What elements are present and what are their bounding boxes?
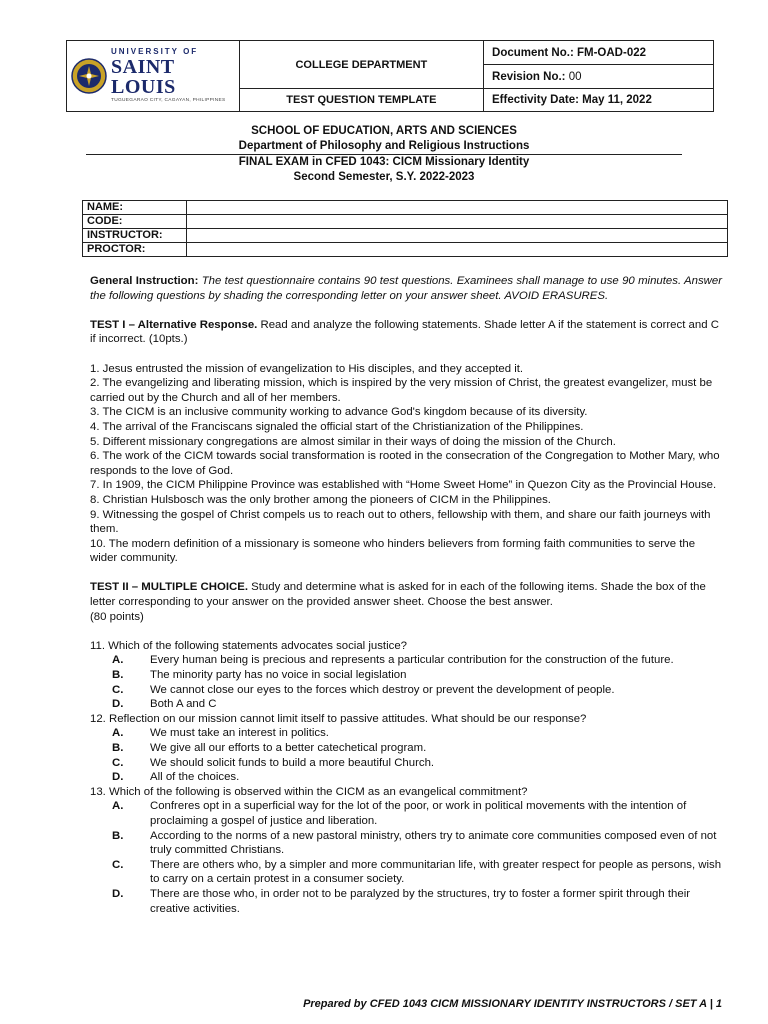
answer-option [90, 770, 722, 785]
test1-item: 4. The arrival of the Franciscans signaled the official start of the Christianization of the Philippines. [90, 420, 584, 433]
option-letter: A. [112, 800, 124, 813]
department-title: Department of Philosophy and Religious Instructions [238, 140, 530, 152]
proctor-label: PROCTOR: [83, 243, 187, 257]
answer-option [90, 683, 722, 698]
exam-title: FINAL EXAM in CFED 1043: CICM Missionary Identity [238, 156, 530, 168]
effectivity-value: May 11, 2022 [582, 94, 652, 106]
test2-heading: TEST II – MULTIPLE CHOICE. [90, 581, 248, 594]
code-field[interactable] [187, 215, 728, 229]
option-text: According to the norms of a new pastoral ministry, others try to animate core communities composed even of not truly committed Christians. [150, 829, 717, 857]
logo-sub-text: TUGUEGARAO CITY, CAGAYAN, PHILIPPINES [111, 98, 226, 104]
test2-question-list [90, 639, 722, 916]
answer-option [90, 741, 722, 756]
template-cell: TEST QUESTION TEMPLATE [239, 89, 483, 112]
test1-instruction [90, 318, 722, 347]
option-text: There are others who, by a simpler and more communitarian life, with greater respect for people as persons, wish to carry on a certain protest in a consumer society. [150, 858, 722, 886]
proctor-field[interactable] [187, 243, 728, 257]
revision-no-value: 00 [568, 70, 582, 83]
option-letter: A. [112, 727, 124, 740]
semester-title: Second Semester, S.Y. 2022-2023 [293, 171, 475, 183]
question-stem: 12. Reflection on our mission cannot limit itself to passive attitudes. What should be our response? [90, 712, 587, 725]
answer-option [90, 726, 722, 741]
option-letter: B. [112, 669, 124, 682]
logo-cell [67, 41, 240, 112]
instructor-label: INSTRUCTOR: [83, 229, 187, 243]
test1-instruction-text: Read and analyze the following statements. Shade letter A if the statement is correct and C if incorrect. (10pts.) [90, 318, 719, 346]
general-instruction [90, 274, 722, 303]
exam-body [90, 274, 722, 916]
name-label: NAME: [83, 201, 187, 215]
department-cell: COLLEGE DEPARTMENT [239, 41, 483, 89]
question-stem: 11. Which of the following statements advocates social justice? [90, 639, 407, 652]
option-letter: B. [112, 829, 124, 842]
code-label: CODE: [83, 215, 187, 229]
test1-item: 10. The modern definition of a missionary is someone who hinders believers from forming faith communities to serve the wider community. [90, 537, 696, 565]
option-text: Confreres opt in a superficial way for the lot of the poor, or work in political movements with the intention of proclaiming a gospel of justice and liberation. [150, 800, 687, 827]
answer-option [90, 697, 722, 712]
test1-item: 2. The evangelizing and liberating mission, which is inspired by the very mission of Christ, the greatest evangelizer, must be carried out by the Church and all of her members. [90, 377, 713, 404]
option-letter: A. [112, 654, 124, 667]
exam-title-block [86, 124, 682, 185]
test1-item: 5. Different missionary congregations are almost similar in their ways of doing the mission of the Church. [90, 435, 616, 448]
option-text: There are those who, in order not to be paralyzed by the structures, try to foster a former spirit through their creative activities. [150, 887, 691, 915]
answer-option [90, 829, 722, 858]
option-list [90, 799, 722, 916]
question [90, 785, 722, 916]
test2-instruction [90, 580, 722, 609]
test1-item-list [90, 362, 722, 566]
option-letter: D. [112, 771, 124, 784]
test1-item: 9. Witnessing the gospel of Christ compels us to reach out to others, fellowship with them, and share our faith journeys with them. [90, 508, 711, 536]
option-letter: D. [112, 698, 124, 711]
option-text: We give all our efforts to a better catechetical program. [150, 742, 427, 754]
option-text: We should solicit funds to build a more beautiful Church. [150, 756, 435, 769]
answer-option [90, 668, 722, 683]
school-title: SCHOOL OF EDUCATION, ARTS AND SCIENCES [251, 125, 517, 137]
question [90, 639, 722, 712]
option-letter: C. [112, 756, 124, 769]
general-instruction-text: The test questionnaire contains 90 test questions. Examinees shall manage to use 90 minutes. Answer the following questions by shading the corresponding letter on your answer sheet. AVOID ERASURES. [90, 275, 722, 302]
examinee-info-table [82, 200, 728, 257]
answer-option [90, 799, 722, 828]
effectivity-cell [484, 89, 714, 112]
page-footer: Prepared by CFED 1043 CICM MISSIONARY IDENTITY INSTRUCTORS / SET A | 1 [303, 998, 722, 1010]
instructor-field[interactable] [187, 229, 728, 243]
name-field[interactable] [187, 201, 728, 215]
answer-option [90, 756, 722, 771]
option-list [90, 726, 722, 784]
revision-no-label: Revision No.: [492, 70, 566, 83]
option-letter: B. [112, 742, 124, 754]
test1-item: 7. In 1909, the CICM Philippine Province was established with “Home Sweet Home” in Quezon City as the Provincial House. [90, 479, 717, 492]
test1-item: 3. The CICM is an inclusive community working to advance God's kingdom because of its diversity. [90, 406, 588, 419]
document-no-label: Document No.: [492, 46, 574, 59]
question-stem: 13. Which of the following is observed within the CICM as an evangelical commitment? [90, 785, 528, 798]
option-letter: D. [112, 887, 124, 900]
option-letter: C. [112, 858, 124, 871]
document-no-cell [484, 41, 714, 65]
option-text: All of the choices. [150, 771, 240, 784]
option-list [90, 653, 722, 711]
revision-no-cell [484, 65, 714, 89]
test1-item: 8. Christian Hulsbosch was the only brother among the pioneers of CICM in the Philippines. [90, 493, 551, 506]
test1-item: 6. The work of the CICM towards social transformation is rooted in the consecration of the Congregation to Mother Mary, who responds to the love of God. [90, 450, 720, 477]
test2-instruction-text: Study and determine what is asked for in each of the following items. Shade the box of the letter corresponding to your answer on the provided answer sheet. Choose the best answer. [90, 581, 706, 609]
university-logo [71, 48, 235, 104]
question [90, 712, 722, 785]
logo-top-text: UNIVERSITY OF [111, 47, 199, 57]
test2-points: (80 points) [90, 610, 144, 623]
general-instruction-label: General Instruction: [90, 275, 199, 287]
test1-item: 1. Jesus entrusted the mission of evangelization to His disciples, and they accepted it. [90, 362, 524, 375]
test1-heading: TEST I – Alternative Response. [90, 318, 258, 331]
option-letter: C. [112, 683, 124, 696]
document-no-value: FM-OAD-022 [577, 46, 647, 59]
option-text: We must take an interest in politics. [150, 727, 329, 740]
option-text: We cannot close our eyes to the forces which destroy or prevent the development of people. [150, 683, 615, 696]
logo-main-text: SAINT LOUIS [111, 56, 176, 99]
option-text: Both A and C [150, 698, 217, 711]
university-seal-icon [71, 58, 107, 94]
document-header-table [66, 40, 714, 112]
answer-option [90, 887, 722, 916]
effectivity-label: Effectivity Date: [492, 94, 579, 106]
option-text: Every human being is precious and represents a particular contribution for the construction of the future. [150, 654, 674, 667]
option-text: The minority party has no voice in social legislation [150, 669, 407, 682]
answer-option [90, 858, 722, 887]
answer-option [90, 653, 722, 668]
